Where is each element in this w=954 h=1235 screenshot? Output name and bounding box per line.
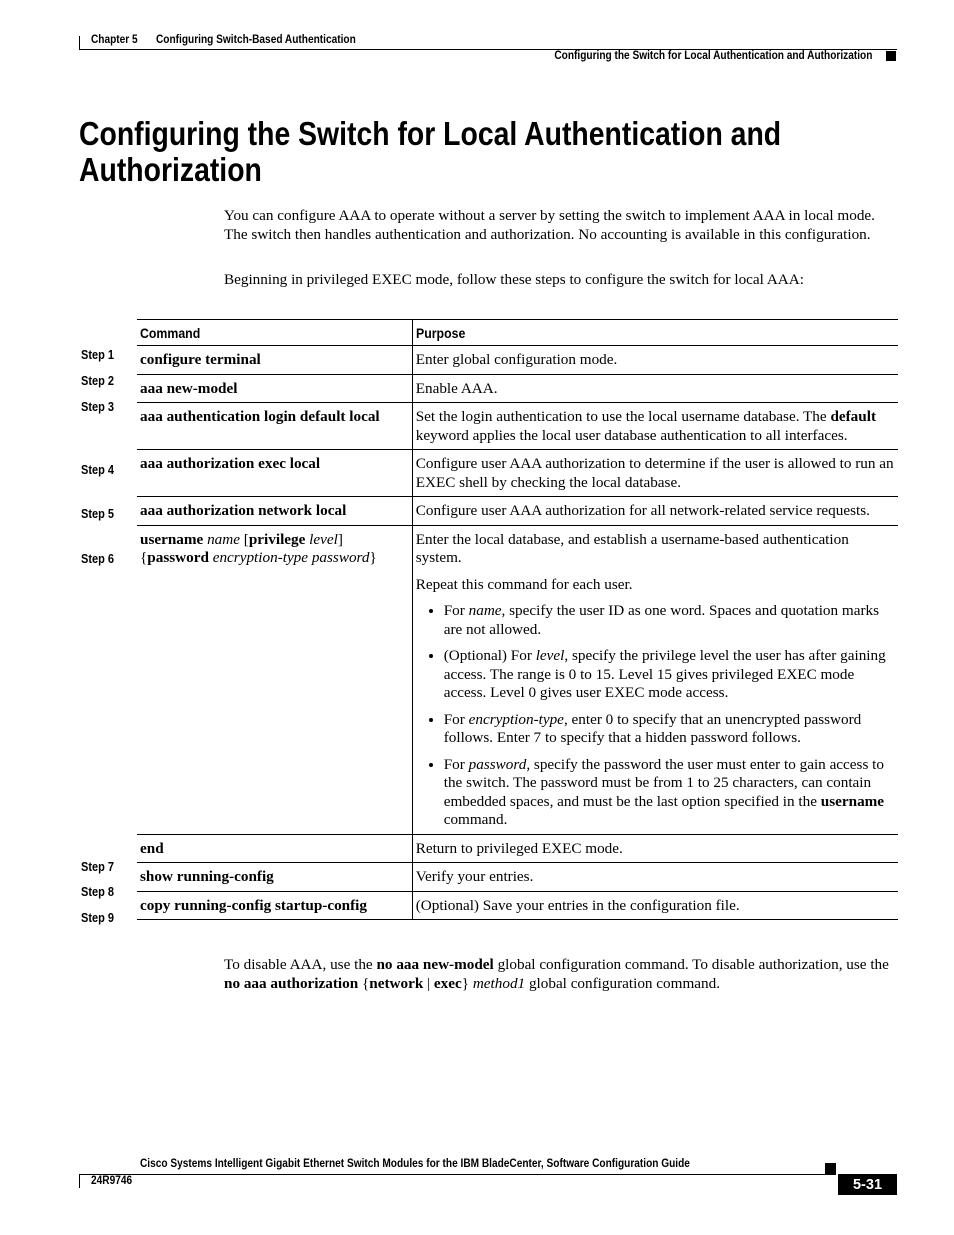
footer-rule-vertical [79, 1174, 80, 1188]
command-cell: username name [privilege level] {password encryption-type password} [137, 525, 412, 834]
list-item: • For password, specify the password the user must enter to gain access to the switch. The password must be from 1 to 25 characters, can contain embedded spaces, and must be the last option specified in the username command. [444, 756, 895, 830]
step-label: Step 8 [81, 885, 115, 899]
purpose-cell: Return to privileged EXEC mode. [412, 834, 898, 863]
table-header-row [137, 320, 898, 346]
header-chapter-title: Configuring Switch-Based Authentication [156, 34, 356, 46]
command-cell: show running-config [137, 863, 412, 892]
table-row [137, 863, 898, 892]
step-label: Step 9 [81, 911, 115, 925]
purpose-cell: Enable AAA. [412, 374, 898, 403]
table-row [137, 834, 898, 863]
list-item: • For encryption-type, enter 0 to specify that an unencrypted password follows. Enter 7 to specify that a hidden password follows. [444, 711, 895, 748]
purpose-cell: (Optional) Save your entries in the configuration file. [412, 891, 898, 920]
list-item: • (Optional) For level, specify the privilege level the user has after gaining access. The range is 0 to 15. Level 15 gives privileged EXEC mode access. Level 0 gives user EXEC mode access. [444, 647, 895, 703]
purpose-cell: Verify your entries. [412, 863, 898, 892]
list-item: • For name, specify the user ID as one word. Spaces and quotation marks are not allowed. [444, 602, 895, 639]
step-label: Step 1 [81, 348, 115, 362]
table-row [137, 891, 898, 920]
table-row [137, 403, 898, 450]
page-number: 5-31 [838, 1174, 897, 1195]
disable-aaa-paragraph: To disable AAA, use the no aaa new-model global configuration command. To disable authorization, use the no aaa authorization {network | exec} method1 global configuration command. [224, 956, 889, 992]
table-row [137, 450, 898, 497]
command-cell: aaa authentication login default local [137, 403, 412, 450]
table-row [137, 525, 898, 834]
table-row [137, 346, 898, 375]
command-cell: aaa authorization network local [137, 497, 412, 526]
header-marker [886, 51, 896, 61]
page-title: Configuring the Switch for Local Authentication and Authorization [79, 115, 782, 188]
step-label: Step 6 [81, 552, 115, 566]
table-row [137, 374, 898, 403]
command-cell: aaa authorization exec local [137, 450, 412, 497]
step-label: Step 7 [81, 860, 115, 874]
column-header-command: Command [137, 320, 412, 346]
footer-marker [825, 1163, 836, 1174]
step-label: Step 5 [81, 507, 115, 521]
option-list [416, 602, 895, 830]
column-header-purpose: Purpose [412, 320, 898, 346]
purpose-cell: Configure user AAA authorization to determine if the user is allowed to run an EXEC shell by checking the local database. [412, 450, 898, 497]
purpose-cell: Enter global configuration mode. [412, 346, 898, 375]
intro-paragraph: You can configure AAA to operate without a server by setting the switch to implement AAA in local mode. The switch then handles authentication and authorization. No accounting is available in this configuration. [224, 207, 875, 243]
table-row [137, 497, 898, 526]
footer-doc-number: 24R9746 [91, 1175, 133, 1187]
command-cell: copy running-config startup-config [137, 891, 412, 920]
step-label: Step 4 [81, 463, 115, 477]
header-chapter: Chapter 5 [91, 34, 138, 46]
purpose-cell: Configure user AAA authorization for all network-related service requests. [412, 497, 898, 526]
configuration-steps-table [137, 319, 898, 920]
step-label: Step 2 [81, 374, 115, 388]
footer-book-title: Cisco Systems Intelligent Gigabit Ethernet Switch Modules for the IBM BladeCenter, Software Configuration Guide [140, 1158, 690, 1170]
command-cell: end [137, 834, 412, 863]
purpose-cell: Enter the local database, and establish a username-based authentication system. Repeat this command for each user. • For name, specify the user ID as one word. Spaces and quotation marks are not allowed. • (Optional) For level, specify the privilege level the user has after gaining access. The range is 0 to 15. Level 15 gives privileged EXEC mode access. Level 0 gives user EXEC mode access. • For encryption-type, enter 0 to specify that an unencrypted password follows. Enter 7 to specify that a hidden password follows. • For password, specify the password the user must enter to gain access to the switch. The password must be from 1 to 25 characters, can contain embedded spaces, and must be the last option specified in the username command. [412, 525, 898, 834]
purpose-cell: Set the login authentication to use the local username database. The default keyword applies the local user database authentication to all interfaces. [412, 403, 898, 450]
step-label: Step 3 [81, 400, 115, 414]
command-cell: configure terminal [137, 346, 412, 375]
intro-paragraph-steps: Beginning in privileged EXEC mode, follow these steps to configure the switch for local AAA: [224, 271, 804, 288]
footer-rule [79, 1174, 836, 1175]
header-rule-vertical [79, 36, 80, 50]
header-section-title: Configuring the Switch for Local Authentication and Authorization [553, 50, 872, 62]
command-cell: aaa new-model [137, 374, 412, 403]
